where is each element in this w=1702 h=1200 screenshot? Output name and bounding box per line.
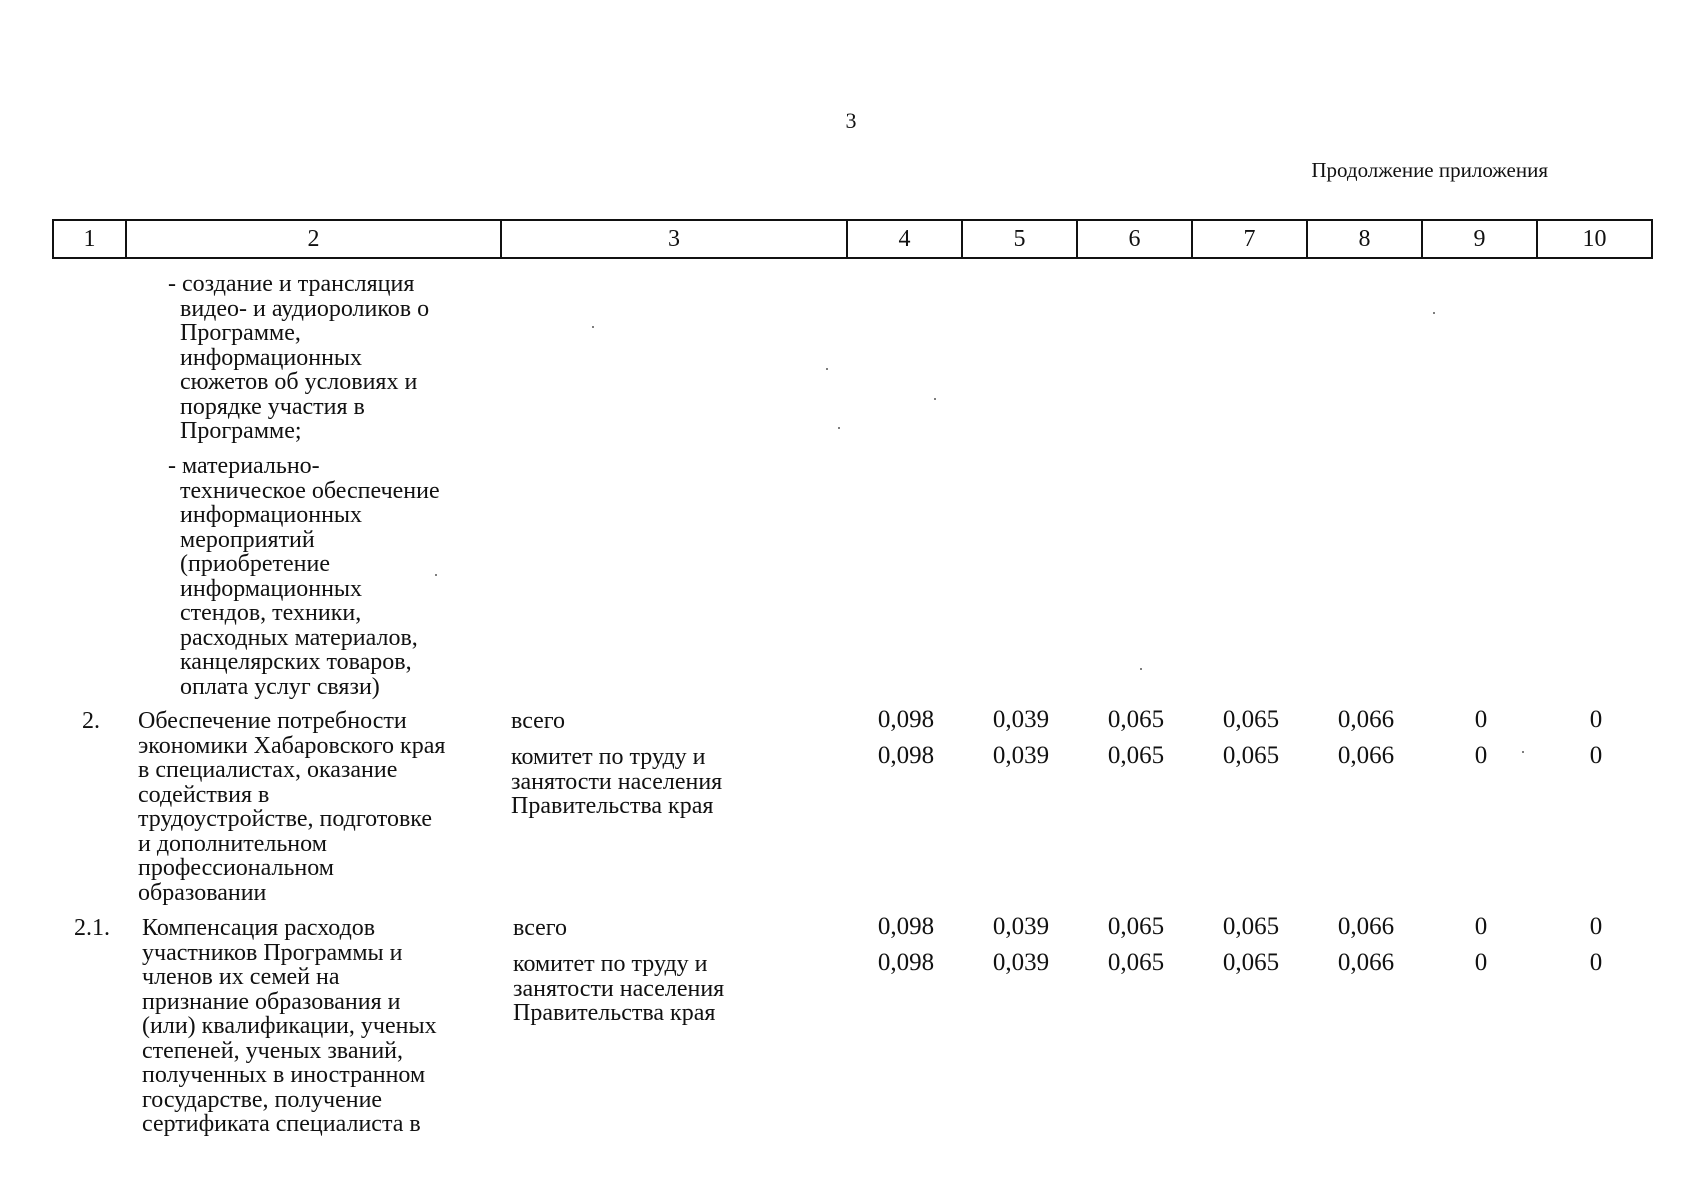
scan-speck xyxy=(934,398,936,400)
scan-speck xyxy=(838,427,840,429)
column-header: 3 xyxy=(501,220,847,258)
value-cell: 0,098 xyxy=(877,949,935,976)
continuation-label: Продолжение приложения xyxy=(1311,158,1548,182)
value-cell: 0,066 xyxy=(1337,706,1395,733)
value-cell: 0 xyxy=(1474,742,1488,769)
scan-speck xyxy=(826,368,828,370)
page-number: 3 xyxy=(845,108,857,133)
value-cell: 0,065 xyxy=(1222,742,1280,769)
scan-speck xyxy=(1433,312,1435,314)
value-cell: 0,065 xyxy=(1222,706,1280,733)
value-cell: 0,039 xyxy=(992,706,1050,733)
bullet-item: - материально- техническое обеспечение информационных мероприятий (приобретение информационных стендов, техники, расходных материалов, канцелярских товаров, оплата услуг связи) xyxy=(168,453,440,700)
value-cell: 0,065 xyxy=(1107,706,1165,733)
row-executor-label: комитет по труду и занятости населения Правительства края xyxy=(513,951,725,1026)
column-header: 4 xyxy=(847,220,962,258)
row-number: 2. xyxy=(82,708,100,734)
column-header: 1 xyxy=(53,220,126,258)
value-cell: 0,039 xyxy=(992,949,1050,976)
value-cell: 0,065 xyxy=(1107,742,1165,769)
row-executor-label: комитет по труду и занятости населения Правительства края xyxy=(511,744,723,819)
column-header: 7 xyxy=(1192,220,1307,258)
scan-speck xyxy=(435,574,437,576)
value-cell: 0,066 xyxy=(1337,949,1395,976)
column-header: 8 xyxy=(1307,220,1422,258)
value-cell: 0,065 xyxy=(1107,949,1165,976)
value-cell: 0 xyxy=(1474,913,1488,940)
scan-speck xyxy=(592,326,594,328)
column-header: 6 xyxy=(1077,220,1192,258)
value-cell: 0 xyxy=(1474,949,1488,976)
row-total-label: всего xyxy=(513,915,568,941)
column-header: 5 xyxy=(962,220,1077,258)
column-header-row xyxy=(53,220,1652,258)
value-cell: 0 xyxy=(1474,706,1488,733)
value-cell: 0,039 xyxy=(992,913,1050,940)
value-cell: 0,098 xyxy=(877,913,935,940)
column-header: 9 xyxy=(1422,220,1537,258)
scan-speck xyxy=(1522,751,1524,753)
value-cell: 0 xyxy=(1589,706,1603,733)
value-cell: 0,065 xyxy=(1222,949,1280,976)
value-cell: 0,098 xyxy=(877,706,935,733)
value-cell: 0,066 xyxy=(1337,913,1395,940)
row-number: 2.1. xyxy=(74,915,110,941)
row-name: Обеспечение потребности экономики Хабаровского края в специалистах, оказание содействия в трудоустройстве, подготовке и дополнительном профессиональном образовании xyxy=(138,708,446,906)
value-cell: 0,066 xyxy=(1337,742,1395,769)
row-name: Компенсация расходов участников Программы и членов их семей на признание образования и (или) квалификации, ученых степеней, ученых званий, полученных в иностранном государстве, получение сертификата специалиста в xyxy=(142,915,437,1137)
value-cell: 0,098 xyxy=(877,742,935,769)
value-cell: 0,065 xyxy=(1107,913,1165,940)
scan-speck xyxy=(1140,668,1142,670)
value-cell: 0 xyxy=(1589,913,1603,940)
bullet-item: - создание и трансляция видео- и аудиороликов о Программе, информационных сюжетов об условиях и порядке участия в Программе; xyxy=(168,271,430,444)
row-total-label: всего xyxy=(511,708,566,734)
value-cell: 0 xyxy=(1589,742,1603,769)
value-cell: 0,065 xyxy=(1222,913,1280,940)
value-cell: 0,039 xyxy=(992,742,1050,769)
column-header: 10 xyxy=(1537,220,1652,258)
value-cell: 0 xyxy=(1589,949,1603,976)
column-header: 2 xyxy=(126,220,501,258)
column-header-table xyxy=(52,219,1653,259)
